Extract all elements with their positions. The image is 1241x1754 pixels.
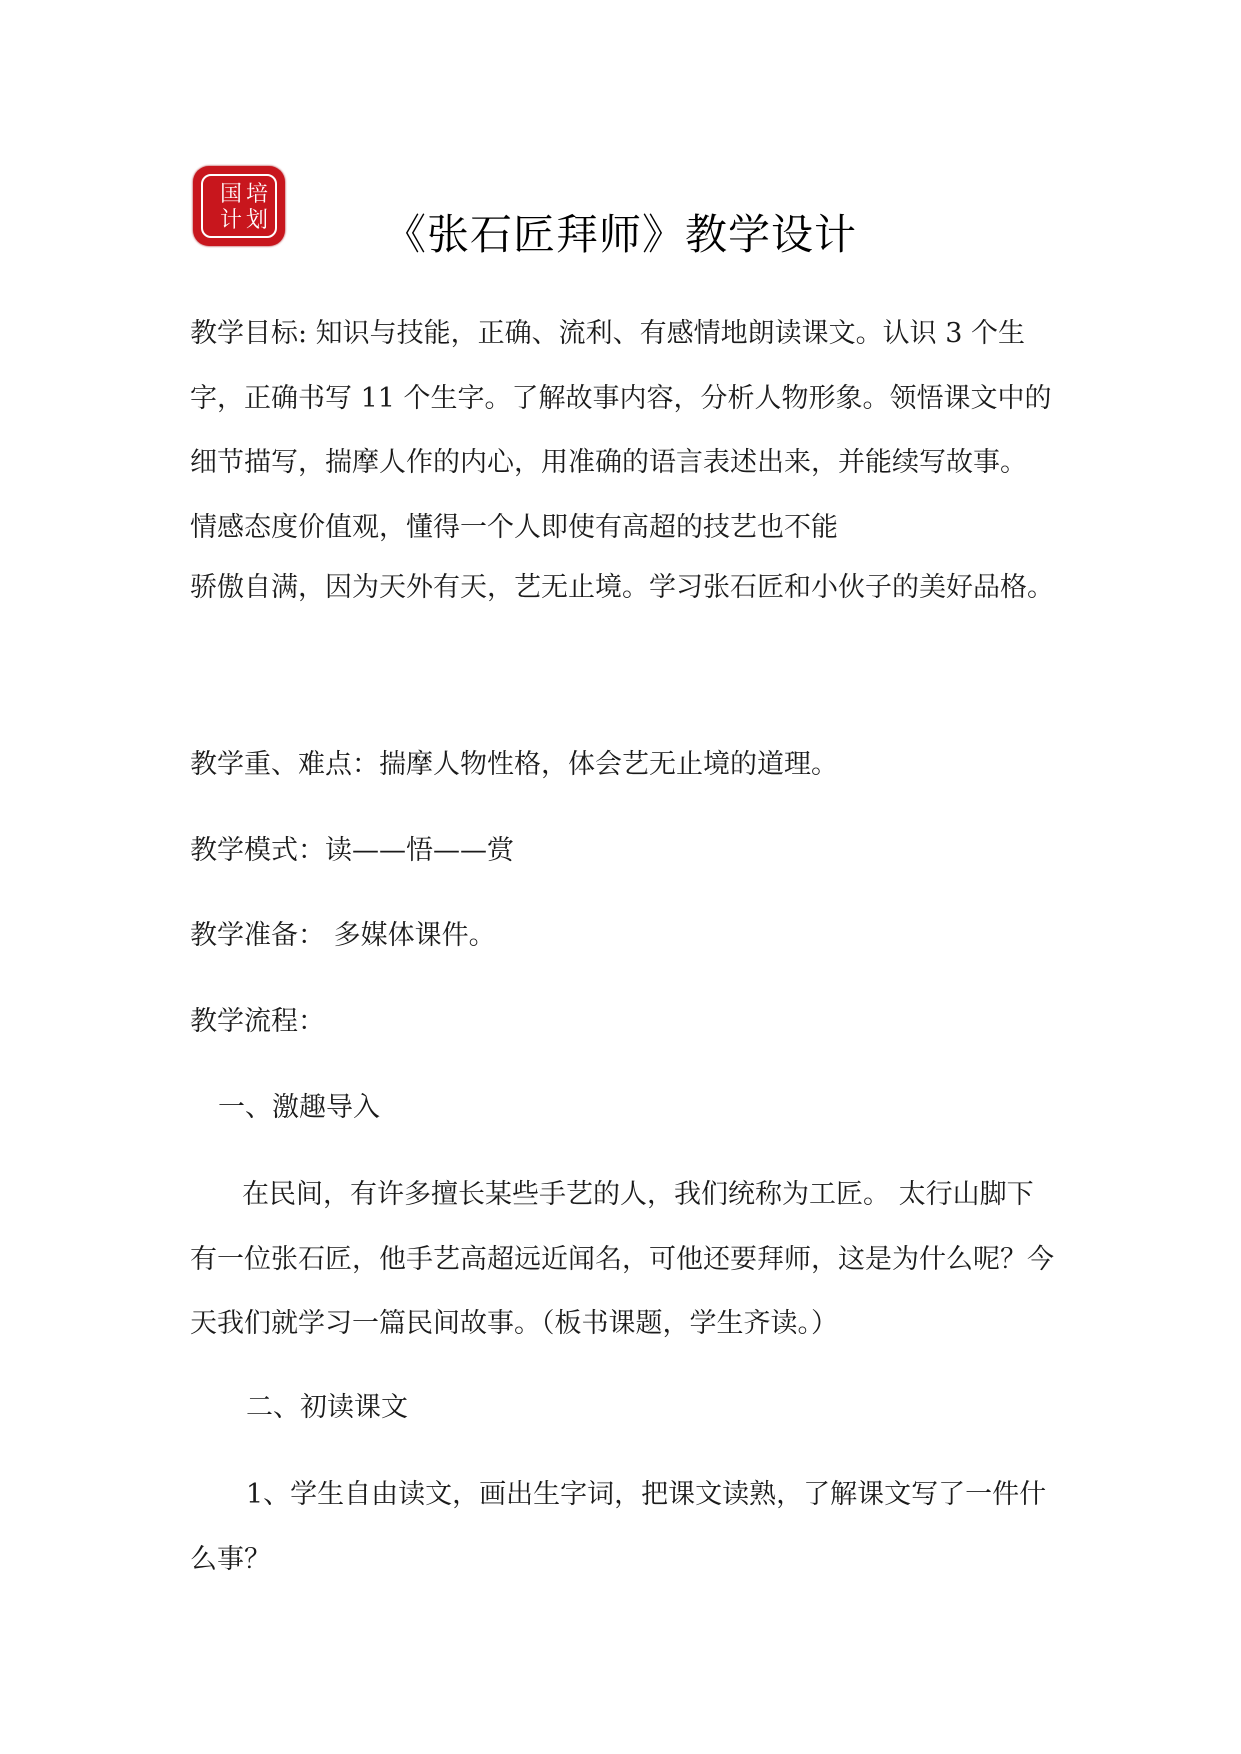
document-title: 《张石匠拜师》教学设计 xyxy=(383,210,857,259)
key-points-line: 教学重、难点：揣摩人物性格，体会艺无止境的道理。 xyxy=(190,749,838,780)
seal-char: 计 xyxy=(220,208,243,233)
preparation-line: 教学准备： 多媒体课件。 xyxy=(190,920,496,951)
process-label: 教学流程： xyxy=(190,1006,325,1037)
section-heading: 一、激趣导入 xyxy=(218,1092,380,1123)
seal-char: 培 xyxy=(246,182,269,207)
list-item: 1、学生自由读文，画出生字词，把课文读熟，了解课文写了一件什么事？ xyxy=(190,1479,1047,1575)
section-heading: 二、初读课文 xyxy=(246,1392,408,1423)
section-paragraph: 在民间，有许多擅长某些手艺的人，我们统称为工匠。 太行山脚下有一位张石匠，他手艺高超远近闻名，可他还要拜师，这是为什么呢？今天我们就学习一篇民间故事。（板书课题，学生齐读。） xyxy=(190,1179,1054,1339)
teaching-mode-line: 教学模式：读——悟——赏 xyxy=(190,835,514,866)
seal-char: 国 xyxy=(220,182,243,207)
teaching-goals-paragraph: 教学目标: 知识与技能，正确、流利、有感情地朗读课文。认识 3 个生字，正确书写 11 个生字。了解故事内容，分析人物形象。领悟课文中的细节描写，揣摩人作的内心，用准确的语言表述出来，并能续写故事。 情感态度价值观，懂得一个人即使有高超的技艺也不能 xyxy=(190,318,1052,543)
seal-char: 划 xyxy=(246,208,269,233)
teaching-goals-continuation: 骄傲自满，因为天外有天，艺无止境。学习张石匠和小伙子的美好品格。 xyxy=(190,572,1054,603)
